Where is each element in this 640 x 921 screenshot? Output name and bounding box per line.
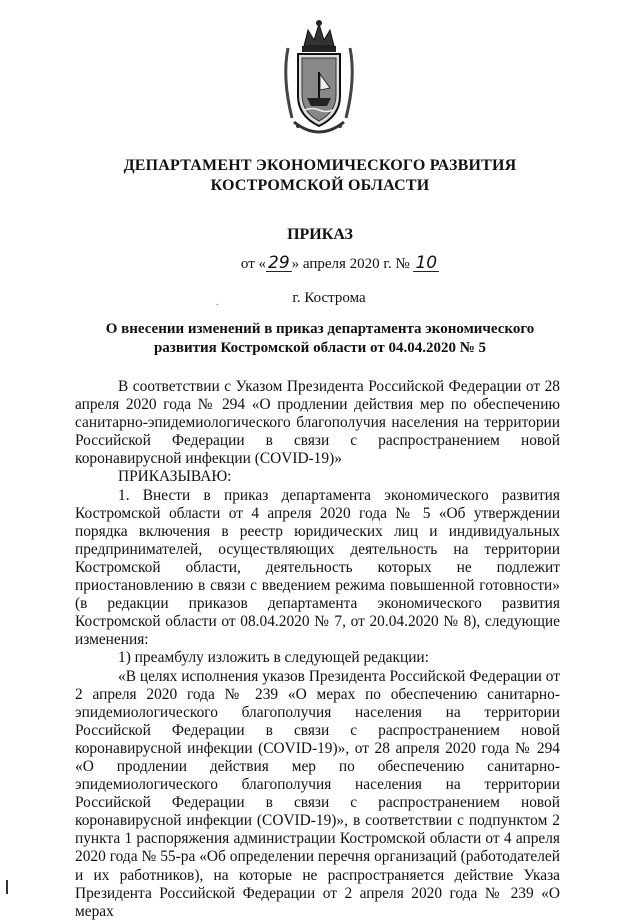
subitem-1-paragraph: 1) преамбулу изложить в следующей редакции: — [118, 649, 429, 667]
department-line-2: КОСТРОМСКОЙ ОБЛАСТИ — [210, 177, 430, 194]
scan-edge-mark — [6, 880, 8, 894]
order-directive: ПРИКАЗЫВАЮ: — [118, 468, 232, 486]
city-name: г. Кострома — [292, 290, 366, 306]
new-preamble-quote: «В целях исполнения указов Президента Российской Федерации от 2 апреля 2020 года № 239 «О мерах по обеспечению санитарно-эпидемиологического благополучия населения на территории Российской Федерации в связи с распространением новой коронавирусной инфекции (COVID-19)», от 28 апреля 2020 года № 294 «О продлении действия мер по обеспечению санитарно-эпидемиологического благополучия населения на территории Российской Федерации в связи с распространением новой коронавирусной инфекции (COVID-19)», в соответствии с подпунктом 2 пункта 1 распоряжения администрации Костромской области от 4 апреля 2020 года № 55-ра «Об определении перечня организаций (работодателей и их работников), на которые не распространяется действие Указа Президента Российской Федерации от 2 апреля 2020 года № 239 «О мерах — [75, 667, 560, 920]
subject-line-1: О внесении изменений в приказ департамента экономического — [105, 321, 535, 337]
coat-of-arms-icon — [278, 18, 360, 138]
date-mid: » апреля 2020 г. № — [291, 256, 410, 272]
order-number-handwritten: 10 — [415, 253, 438, 273]
date-day-handwritten: 29 — [268, 253, 290, 273]
order-body — [75, 378, 560, 921]
order-title: ПРИКАЗ — [287, 226, 353, 243]
subject-line-2: развития Костромской области от 04.04.2020 № 5 — [153, 340, 487, 356]
preamble-paragraph: В соответствии с Указом Президента Российской Федерации от 28 апреля 2020 года № 294 «О продлении действия мер по обеспечению санитарно-эпидемиологического благополучия населения на территории Российской Федерации в связи с распространением новой коронавирусной инфекции (COVID-19)» — [75, 378, 560, 468]
order-subject — [0, 320, 640, 358]
item-1-paragraph: 1. Внести в приказ департамента экономического развития Костромской области от 4 апреля 2020 года № 5 «Об утверждении порядка включения в реестр юридических лиц и индивидуальных предпринимателей, осуществляющих деятельность на территории Костромской области, деятельность которых не подлежит приостановлению в связи с введением режима повышенной готовности» (в редакции приказов департамента экономического развития Костромской области от 08.04.2020 № 7, от 20.04.2020 № 8), следующие изменения: — [75, 486, 560, 649]
department-name — [0, 156, 640, 196]
date-prefix: от « — [240, 256, 266, 272]
department-line-1: ДЕПАРТАМЕНТ ЭКОНОМИЧЕСКОГО РАЗВИТИЯ — [123, 157, 517, 174]
order-date-line — [40, 253, 640, 273]
scan-dot-mark: . — [216, 297, 219, 308]
